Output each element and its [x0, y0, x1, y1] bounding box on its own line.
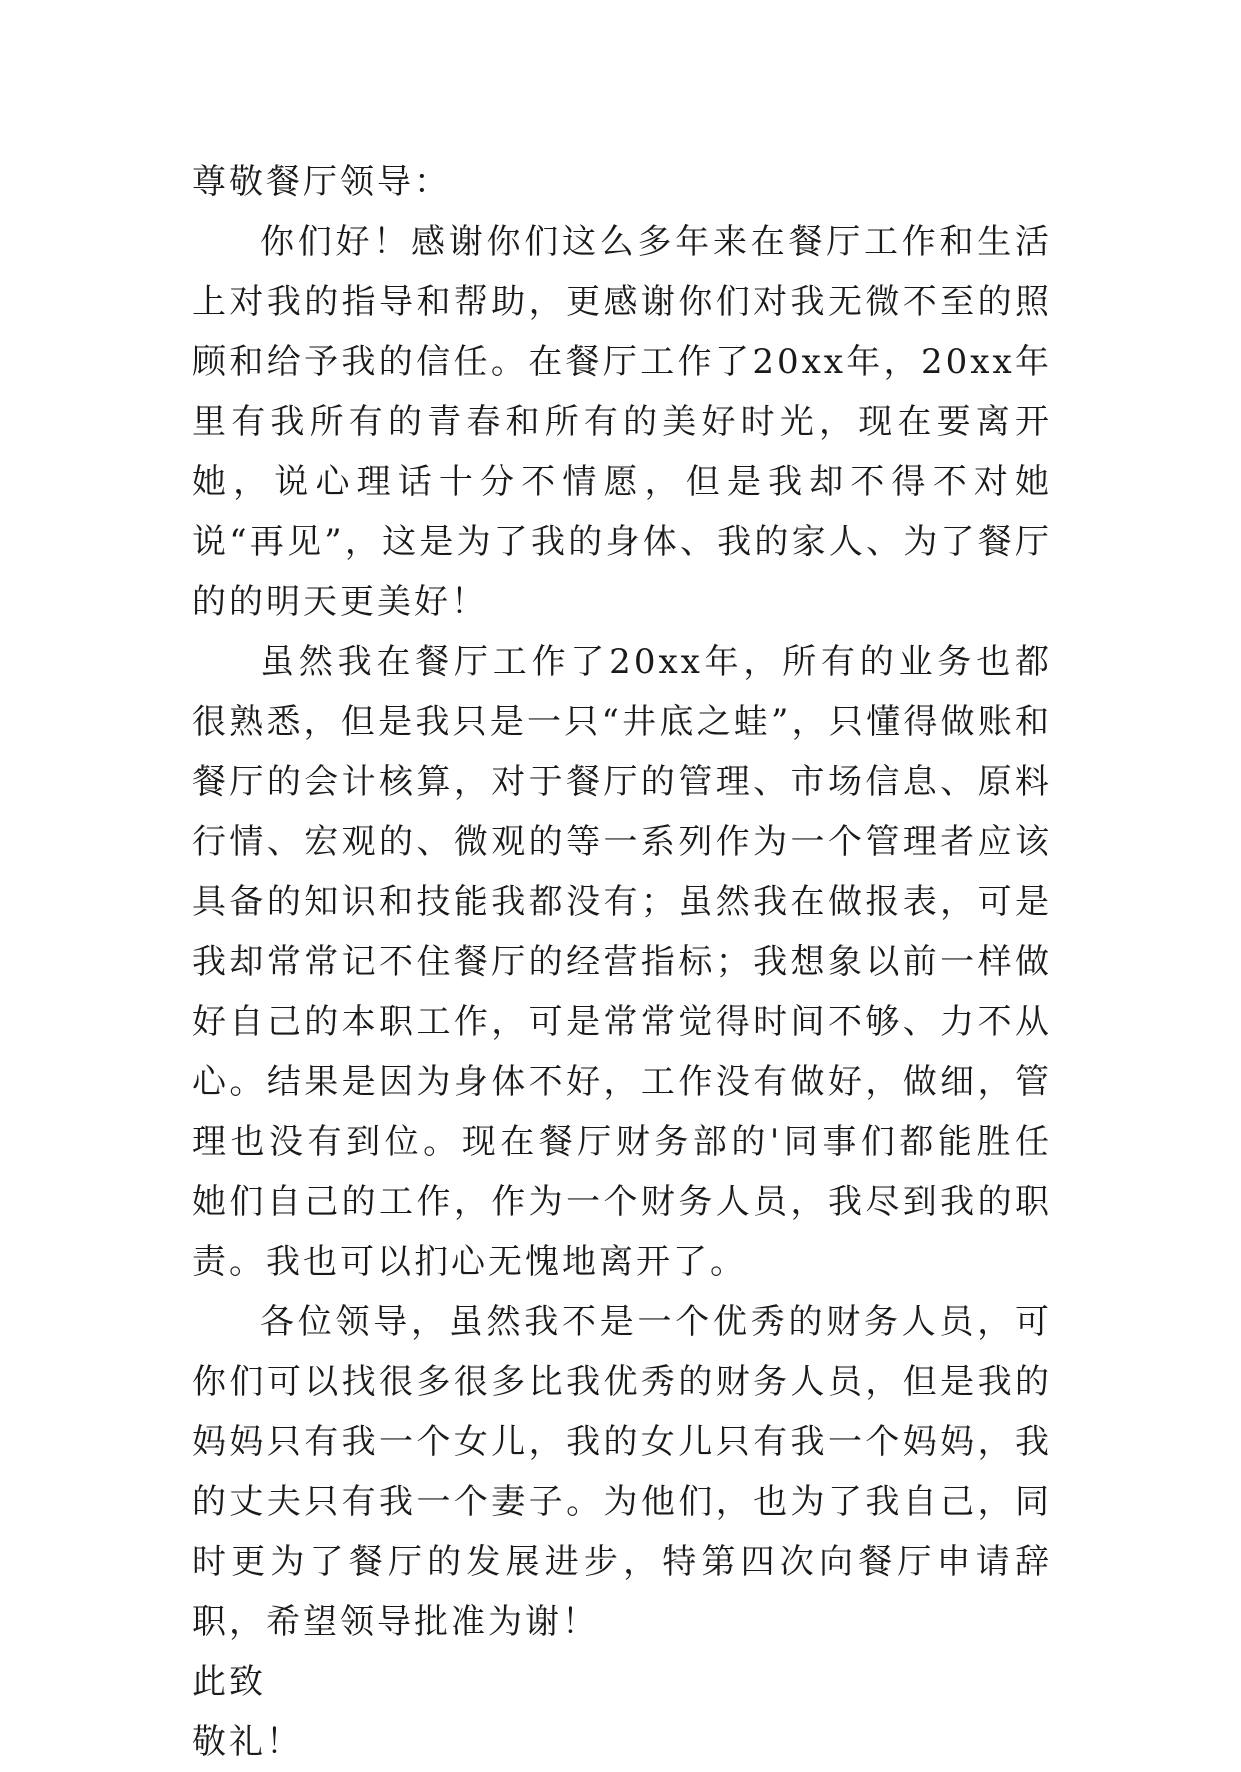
paragraph-reasons: 虽然我在餐厅工作了20xx年，所有的业务也都很熟悉，但是我只是一只“井底之蛙”，只懂得做账和餐厅的会计核算，对于餐厅的管理、市场信息、原料行情、宏观的、微观的等一系列作为一个管理者应该具备的知识和技能我都没有；虽然我在做报表，可是我却常常记不住餐厅的经营指标；我想象以前一样做好自己的本职工作，可是常常觉得时间不够、力不从心。结果是因为身体不好，工作没有做好，做细，管理也没有到位。现在餐厅财务部的'同事们都能胜任她们自己的工作，作为一个财务人员，我尽到我的职责。我也可以扪心无愧地离开了。: [192, 642, 1052, 1282]
closing-cizhi: 此致: [192, 1662, 266, 1702]
salutation: 尊敬餐厅领导：: [192, 162, 451, 202]
closing-jingli: 敬礼！: [192, 1722, 303, 1762]
paragraph-greeting: 你们好！感谢你们这么多年来在餐厅工作和生活上对我的指导和帮助，更感谢你们对我无微不至的照顾和给予我的信任。在餐厅工作了20xx年，20xx年里有我所有的青春和所有的美好时光，现在要离开她，说心理话十分不情愿，但是我却不得不对她说“再见”，这是为了我的身体、我的家人、为了餐厅的的明天更美好！: [192, 222, 1052, 622]
paragraph-request: 各位领导，虽然我不是一个优秀的财务人员，可你们可以找很多很多比我优秀的财务人员，但是我的妈妈只有我一个女儿，我的女儿只有我一个妈妈，我的丈夫只有我一个妻子。为他们，也为了我自己，同时更为了餐厅的发展进步，特第四次向餐厅申请辞职，希望领导批准为谢！: [192, 1302, 1052, 1642]
resignation-letter: [192, 152, 1052, 1772]
